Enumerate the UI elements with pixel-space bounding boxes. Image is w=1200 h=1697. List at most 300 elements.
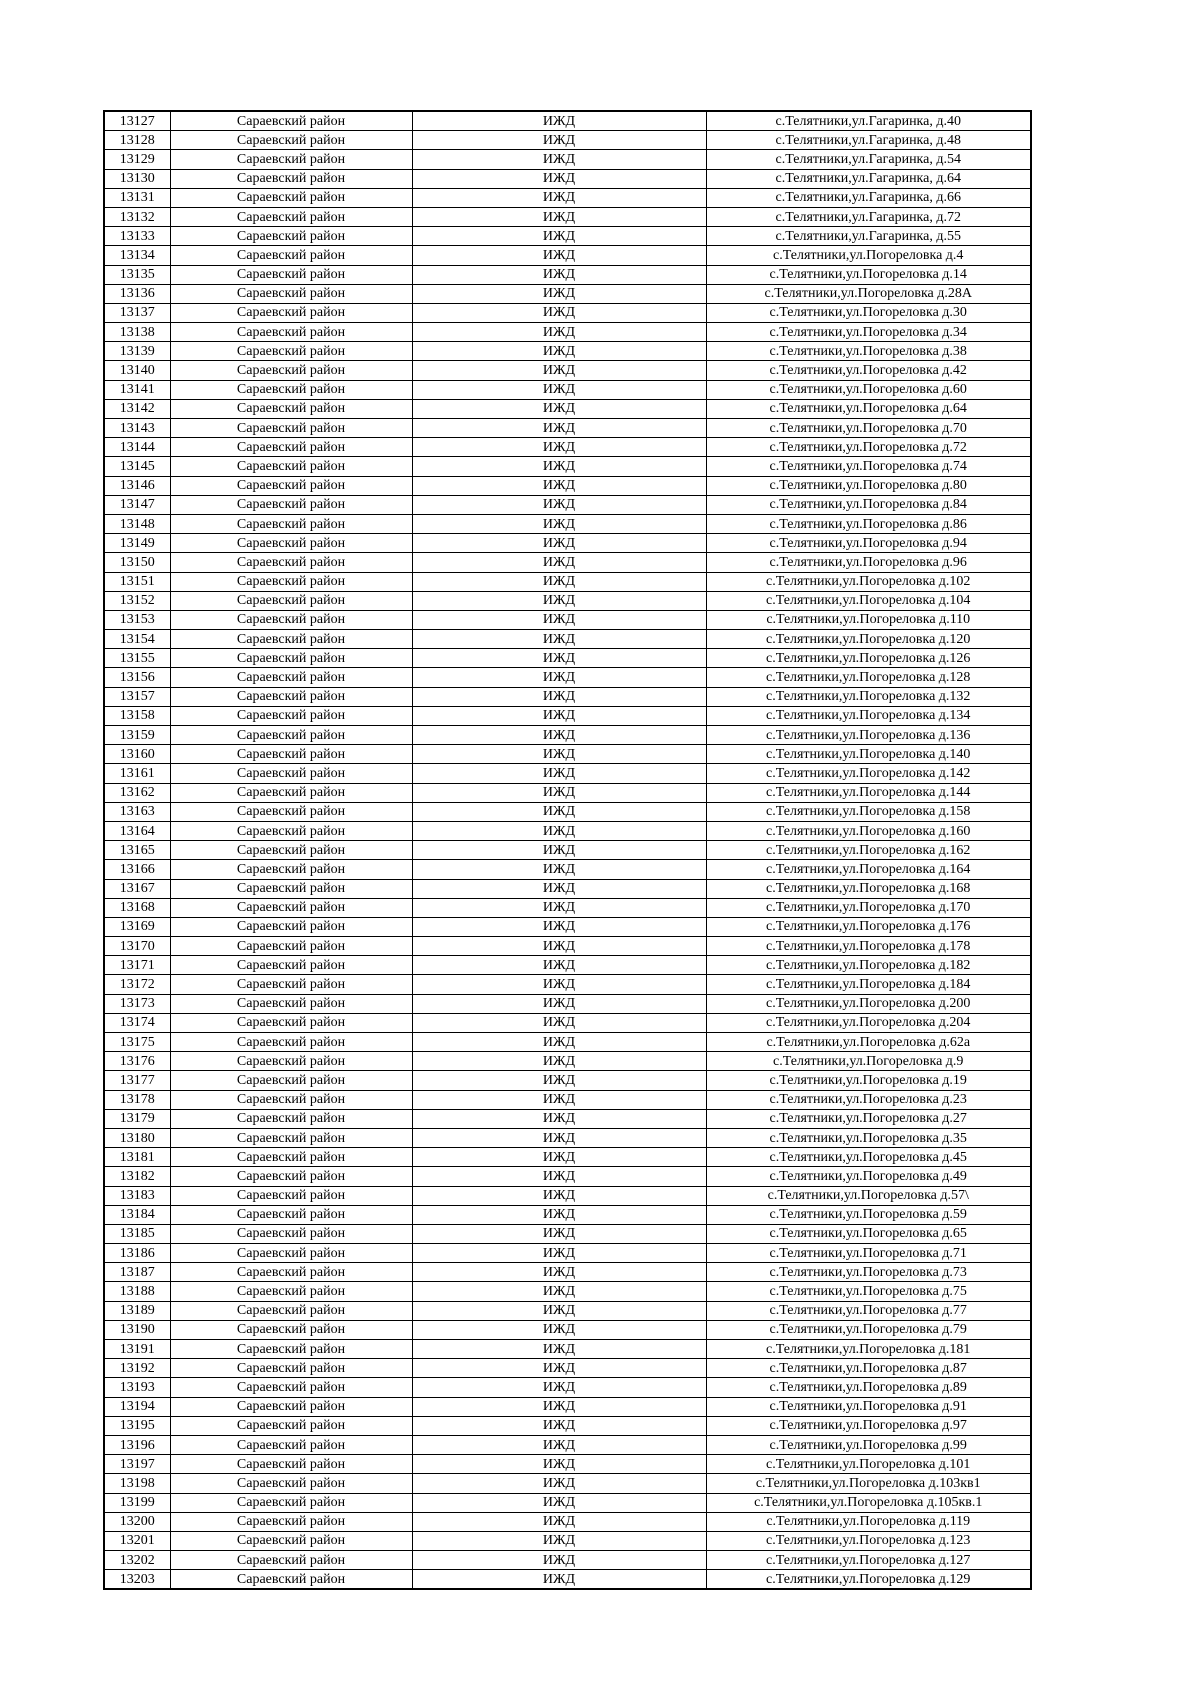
table-row	[104, 169, 1031, 188]
address-cell: с.Телятники,ул.Погореловка д.162	[706, 841, 1031, 860]
record-number-cell: 13180	[104, 1128, 170, 1147]
district-name-cell: Сараевский район	[170, 1493, 412, 1512]
object-type-cell: ИЖД	[412, 1205, 706, 1224]
record-number-cell: 13193	[104, 1378, 170, 1397]
object-type-cell: ИЖД	[412, 917, 706, 936]
table-row	[104, 227, 1031, 246]
record-number-cell: 13203	[104, 1570, 170, 1590]
table-row	[104, 323, 1031, 342]
table-row	[104, 303, 1031, 322]
district-name-cell: Сараевский район	[170, 1013, 412, 1032]
district-name-cell: Сараевский район	[170, 1397, 412, 1416]
address-cell: с.Телятники,ул.Погореловка д.105кв.1	[706, 1493, 1031, 1512]
record-number-cell: 13132	[104, 207, 170, 226]
object-type-cell: ИЖД	[412, 706, 706, 725]
record-number-cell: 13168	[104, 898, 170, 917]
record-number-cell: 13161	[104, 764, 170, 783]
district-name-cell: Сараевский район	[170, 1531, 412, 1550]
district-name-cell: Сараевский район	[170, 361, 412, 380]
object-type-cell: ИЖД	[412, 821, 706, 840]
district-name-cell: Сараевский район	[170, 1205, 412, 1224]
object-type-cell: ИЖД	[412, 1570, 706, 1590]
address-cell: с.Телятники,ул.Погореловка д.96	[706, 553, 1031, 572]
district-name-cell: Сараевский район	[170, 323, 412, 342]
district-name-cell: Сараевский район	[170, 380, 412, 399]
address-cell: с.Телятники,ул.Погореловка д.86	[706, 514, 1031, 533]
district-name-cell: Сараевский район	[170, 1359, 412, 1378]
district-name-cell: Сараевский район	[170, 284, 412, 303]
object-type-cell: ИЖД	[412, 1512, 706, 1531]
table-row	[104, 131, 1031, 150]
address-cell: с.Телятники,ул.Погореловка д.176	[706, 917, 1031, 936]
record-number-cell: 13154	[104, 630, 170, 649]
address-cell: с.Телятники,ул.Погореловка д.120	[706, 630, 1031, 649]
district-name-cell: Сараевский район	[170, 687, 412, 706]
address-cell: с.Телятники,ул.Погореловка д.132	[706, 687, 1031, 706]
district-name-cell: Сараевский район	[170, 764, 412, 783]
district-name-cell: Сараевский район	[170, 726, 412, 745]
address-cell: с.Телятники,ул.Гагаринка, д.48	[706, 131, 1031, 150]
record-number-cell: 13195	[104, 1416, 170, 1435]
object-type-cell: ИЖД	[412, 150, 706, 169]
district-name-cell: Сараевский район	[170, 1551, 412, 1570]
object-type-cell: ИЖД	[412, 303, 706, 322]
object-type-cell: ИЖД	[412, 726, 706, 745]
district-name-cell: Сараевский район	[170, 131, 412, 150]
district-name-cell: Сараевский район	[170, 898, 412, 917]
district-name-cell: Сараевский район	[170, 783, 412, 802]
record-number-cell: 13127	[104, 111, 170, 131]
record-number-cell: 13164	[104, 821, 170, 840]
address-cell: с.Телятники,ул.Погореловка д.94	[706, 534, 1031, 553]
table-row	[104, 1474, 1031, 1493]
record-number-cell: 13201	[104, 1531, 170, 1550]
object-type-cell: ИЖД	[412, 898, 706, 917]
object-type-cell: ИЖД	[412, 380, 706, 399]
address-cell: с.Телятники,ул.Погореловка д.178	[706, 937, 1031, 956]
object-type-cell: ИЖД	[412, 1090, 706, 1109]
table-row	[104, 1301, 1031, 1320]
address-cell: с.Телятники,ул.Погореловка д.49	[706, 1167, 1031, 1186]
district-name-cell: Сараевский район	[170, 265, 412, 284]
record-number-cell: 13142	[104, 399, 170, 418]
table-row	[104, 1493, 1031, 1512]
record-number-cell: 13198	[104, 1474, 170, 1493]
address-cell: с.Телятники,ул.Погореловка д.59	[706, 1205, 1031, 1224]
record-number-cell: 13167	[104, 879, 170, 898]
table-row	[104, 284, 1031, 303]
object-type-cell: ИЖД	[412, 1397, 706, 1416]
district-name-cell: Сараевский район	[170, 1244, 412, 1263]
district-name-cell: Сараевский район	[170, 1071, 412, 1090]
table-row	[104, 457, 1031, 476]
object-type-cell: ИЖД	[412, 476, 706, 495]
table-row	[104, 649, 1031, 668]
address-cell: с.Телятники,ул.Погореловка д.140	[706, 745, 1031, 764]
table-row	[104, 1109, 1031, 1128]
object-type-cell: ИЖД	[412, 745, 706, 764]
record-number-cell: 13175	[104, 1033, 170, 1052]
object-type-cell: ИЖД	[412, 495, 706, 514]
object-type-cell: ИЖД	[412, 610, 706, 629]
address-cell: с.Телятники,ул.Погореловка д.79	[706, 1320, 1031, 1339]
district-name-cell: Сараевский район	[170, 841, 412, 860]
table-row	[104, 1033, 1031, 1052]
record-number-cell: 13152	[104, 591, 170, 610]
table-row	[104, 1224, 1031, 1243]
address-cell: с.Телятники,ул.Погореловка д.27	[706, 1109, 1031, 1128]
object-type-cell: ИЖД	[412, 169, 706, 188]
district-name-cell: Сараевский район	[170, 860, 412, 879]
district-name-cell: Сараевский район	[170, 1186, 412, 1205]
address-cell: с.Телятники,ул.Погореловка д.129	[706, 1570, 1031, 1590]
address-cell: с.Телятники,ул.Погореловка д.134	[706, 706, 1031, 725]
table-row	[104, 937, 1031, 956]
address-cell: с.Телятники,ул.Погореловка д.181	[706, 1340, 1031, 1359]
object-type-cell: ИЖД	[412, 1320, 706, 1339]
address-cell: с.Телятники,ул.Погореловка д.182	[706, 956, 1031, 975]
object-type-cell: ИЖД	[412, 975, 706, 994]
address-cell: с.Телятники,ул.Погореловка д.9	[706, 1052, 1031, 1071]
address-cell: с.Телятники,ул.Гагаринка, д.55	[706, 227, 1031, 246]
address-cell: с.Телятники,ул.Погореловка д.84	[706, 495, 1031, 514]
address-cell: с.Телятники,ул.Погореловка д.119	[706, 1512, 1031, 1531]
district-name-cell: Сараевский район	[170, 457, 412, 476]
object-type-cell: ИЖД	[412, 1033, 706, 1052]
address-cell: с.Телятники,ул.Гагаринка, д.64	[706, 169, 1031, 188]
object-type-cell: ИЖД	[412, 860, 706, 879]
address-cell: с.Телятники,ул.Погореловка д.77	[706, 1301, 1031, 1320]
object-type-cell: ИЖД	[412, 1244, 706, 1263]
record-number-cell: 13200	[104, 1512, 170, 1531]
record-number-cell: 13143	[104, 419, 170, 438]
district-name-cell: Сараевский район	[170, 572, 412, 591]
table-row	[104, 1435, 1031, 1454]
address-cell: с.Телятники,ул.Погореловка д.164	[706, 860, 1031, 879]
address-cell: с.Телятники,ул.Погореловка д.35	[706, 1128, 1031, 1147]
record-number-cell: 13160	[104, 745, 170, 764]
record-number-cell: 13179	[104, 1109, 170, 1128]
district-name-cell: Сараевский район	[170, 745, 412, 764]
table-row	[104, 1416, 1031, 1435]
table-row	[104, 399, 1031, 418]
record-number-cell: 13188	[104, 1282, 170, 1301]
table-row	[104, 1071, 1031, 1090]
address-cell: с.Телятники,ул.Погореловка д.42	[706, 361, 1031, 380]
object-type-cell: ИЖД	[412, 1167, 706, 1186]
object-type-cell: ИЖД	[412, 1455, 706, 1474]
district-name-cell: Сараевский район	[170, 495, 412, 514]
table-row	[104, 1320, 1031, 1339]
object-type-cell: ИЖД	[412, 1128, 706, 1147]
object-type-cell: ИЖД	[412, 1109, 706, 1128]
address-cell: с.Телятники,ул.Погореловка д.30	[706, 303, 1031, 322]
table-row	[104, 783, 1031, 802]
object-type-cell: ИЖД	[412, 534, 706, 553]
object-type-cell: ИЖД	[412, 514, 706, 533]
district-name-cell: Сараевский район	[170, 649, 412, 668]
table-row	[104, 1455, 1031, 1474]
address-cell: с.Телятники,ул.Погореловка д.128	[706, 668, 1031, 687]
record-number-cell: 13147	[104, 495, 170, 514]
table-row	[104, 841, 1031, 860]
record-number-cell: 13197	[104, 1455, 170, 1474]
address-cell: с.Телятники,ул.Погореловка д.23	[706, 1090, 1031, 1109]
district-name-cell: Сараевский район	[170, 1148, 412, 1167]
district-name-cell: Сараевский район	[170, 1340, 412, 1359]
address-cell: с.Телятники,ул.Погореловка д.136	[706, 726, 1031, 745]
record-number-cell: 13177	[104, 1071, 170, 1090]
object-type-cell: ИЖД	[412, 1493, 706, 1512]
object-type-cell: ИЖД	[412, 687, 706, 706]
district-name-cell: Сараевский район	[170, 207, 412, 226]
address-cell: с.Телятники,ул.Погореловка д.123	[706, 1531, 1031, 1550]
district-name-cell: Сараевский район	[170, 342, 412, 361]
record-number-cell: 13174	[104, 1013, 170, 1032]
record-number-cell: 13162	[104, 783, 170, 802]
district-name-cell: Сараевский район	[170, 1263, 412, 1282]
record-number-cell: 13150	[104, 553, 170, 572]
record-number-cell: 13139	[104, 342, 170, 361]
address-cell: с.Телятники,ул.Погореловка д.103кв1	[706, 1474, 1031, 1493]
address-cell: с.Телятники,ул.Погореловка д.19	[706, 1071, 1031, 1090]
table-row	[104, 1531, 1031, 1550]
district-name-cell: Сараевский район	[170, 1320, 412, 1339]
address-cell: с.Телятники,ул.Погореловка д.14	[706, 265, 1031, 284]
district-name-cell: Сараевский район	[170, 1052, 412, 1071]
object-type-cell: ИЖД	[412, 649, 706, 668]
district-name-cell: Сараевский район	[170, 821, 412, 840]
object-type-cell: ИЖД	[412, 419, 706, 438]
record-number-cell: 13134	[104, 246, 170, 265]
table-row	[104, 1186, 1031, 1205]
address-cell: с.Телятники,ул.Погореловка д.101	[706, 1455, 1031, 1474]
district-name-cell: Сараевский район	[170, 438, 412, 457]
district-name-cell: Сараевский район	[170, 1455, 412, 1474]
district-name-cell: Сараевский район	[170, 514, 412, 533]
object-type-cell: ИЖД	[412, 1186, 706, 1205]
table-row	[104, 879, 1031, 898]
district-name-cell: Сараевский район	[170, 1570, 412, 1590]
record-number-cell: 13178	[104, 1090, 170, 1109]
address-cell: с.Телятники,ул.Погореловка д.158	[706, 802, 1031, 821]
district-name-cell: Сараевский район	[170, 879, 412, 898]
table-row	[104, 1378, 1031, 1397]
table-row	[104, 1359, 1031, 1378]
table-row	[104, 591, 1031, 610]
record-number-cell: 13155	[104, 649, 170, 668]
table-row	[104, 1244, 1031, 1263]
record-number-cell: 13148	[104, 514, 170, 533]
address-cell: с.Телятники,ул.Погореловка д.99	[706, 1435, 1031, 1454]
record-number-cell: 13157	[104, 687, 170, 706]
object-type-cell: ИЖД	[412, 956, 706, 975]
object-type-cell: ИЖД	[412, 591, 706, 610]
table-row	[104, 764, 1031, 783]
address-cell: с.Телятники,ул.Погореловка д.4	[706, 246, 1031, 265]
object-type-cell: ИЖД	[412, 399, 706, 418]
record-number-cell: 13185	[104, 1224, 170, 1243]
district-name-cell: Сараевский район	[170, 227, 412, 246]
district-name-cell: Сараевский район	[170, 1167, 412, 1186]
object-type-cell: ИЖД	[412, 764, 706, 783]
object-type-cell: ИЖД	[412, 1263, 706, 1282]
address-cell: с.Телятники,ул.Погореловка д.170	[706, 898, 1031, 917]
object-type-cell: ИЖД	[412, 361, 706, 380]
district-name-cell: Сараевский район	[170, 994, 412, 1013]
table-row	[104, 534, 1031, 553]
record-number-cell: 13186	[104, 1244, 170, 1263]
table-row	[104, 1148, 1031, 1167]
table-row	[104, 1090, 1031, 1109]
district-name-cell: Сараевский район	[170, 1378, 412, 1397]
object-type-cell: ИЖД	[412, 1474, 706, 1493]
object-type-cell: ИЖД	[412, 1416, 706, 1435]
district-name-cell: Сараевский район	[170, 668, 412, 687]
registry-table-body	[104, 111, 1031, 1589]
table-row	[104, 1167, 1031, 1186]
address-cell: с.Телятники,ул.Погореловка д.87	[706, 1359, 1031, 1378]
address-cell: с.Телятники,ул.Погореловка д.38	[706, 342, 1031, 361]
object-type-cell: ИЖД	[412, 1378, 706, 1397]
table-row	[104, 726, 1031, 745]
table-row	[104, 687, 1031, 706]
address-cell: с.Телятники,ул.Погореловка д.110	[706, 610, 1031, 629]
record-number-cell: 13187	[104, 1263, 170, 1282]
table-row	[104, 476, 1031, 495]
record-number-cell: 13165	[104, 841, 170, 860]
record-number-cell: 13151	[104, 572, 170, 591]
table-row	[104, 1263, 1031, 1282]
record-number-cell: 13140	[104, 361, 170, 380]
object-type-cell: ИЖД	[412, 1435, 706, 1454]
object-type-cell: ИЖД	[412, 1551, 706, 1570]
district-name-cell: Сараевский район	[170, 630, 412, 649]
object-type-cell: ИЖД	[412, 1340, 706, 1359]
district-name-cell: Сараевский район	[170, 246, 412, 265]
district-name-cell: Сараевский район	[170, 419, 412, 438]
table-row	[104, 572, 1031, 591]
address-cell: с.Телятники,ул.Погореловка д.28А	[706, 284, 1031, 303]
object-type-cell: ИЖД	[412, 1071, 706, 1090]
district-name-cell: Сараевский район	[170, 1033, 412, 1052]
table-row	[104, 514, 1031, 533]
record-number-cell: 13166	[104, 860, 170, 879]
table-row	[104, 630, 1031, 649]
district-name-cell: Сараевский район	[170, 534, 412, 553]
record-number-cell: 13138	[104, 323, 170, 342]
record-number-cell: 13176	[104, 1052, 170, 1071]
address-cell: с.Телятники,ул.Погореловка д.160	[706, 821, 1031, 840]
address-cell: с.Телятники,ул.Погореловка д.142	[706, 764, 1031, 783]
object-type-cell: ИЖД	[412, 207, 706, 226]
table-row	[104, 1052, 1031, 1071]
record-number-cell: 13159	[104, 726, 170, 745]
object-type-cell: ИЖД	[412, 188, 706, 207]
address-cell: с.Телятники,ул.Погореловка д.45	[706, 1148, 1031, 1167]
record-number-cell: 13158	[104, 706, 170, 725]
address-cell: с.Телятники,ул.Погореловка д.73	[706, 1263, 1031, 1282]
object-type-cell: ИЖД	[412, 131, 706, 150]
record-number-cell: 13149	[104, 534, 170, 553]
table-row	[104, 975, 1031, 994]
record-number-cell: 13146	[104, 476, 170, 495]
record-number-cell: 13194	[104, 1397, 170, 1416]
record-number-cell: 13130	[104, 169, 170, 188]
table-row	[104, 1551, 1031, 1570]
district-name-cell: Сараевский район	[170, 1416, 412, 1435]
table-row	[104, 265, 1031, 284]
object-type-cell: ИЖД	[412, 284, 706, 303]
table-row	[104, 745, 1031, 764]
address-cell: с.Телятники,ул.Погореловка д.184	[706, 975, 1031, 994]
object-type-cell: ИЖД	[412, 879, 706, 898]
record-number-cell: 13163	[104, 802, 170, 821]
record-number-cell: 13196	[104, 1435, 170, 1454]
object-type-cell: ИЖД	[412, 246, 706, 265]
object-type-cell: ИЖД	[412, 342, 706, 361]
district-name-cell: Сараевский район	[170, 917, 412, 936]
address-cell: с.Телятники,ул.Гагаринка, д.40	[706, 111, 1031, 131]
record-number-cell: 13189	[104, 1301, 170, 1320]
address-cell: с.Телятники,ул.Погореловка д.65	[706, 1224, 1031, 1243]
district-name-cell: Сараевский район	[170, 937, 412, 956]
address-cell: с.Телятники,ул.Погореловка д.74	[706, 457, 1031, 476]
address-cell: с.Телятники,ул.Погореловка д.80	[706, 476, 1031, 495]
district-name-cell: Сараевский район	[170, 1224, 412, 1243]
record-number-cell: 13129	[104, 150, 170, 169]
record-number-cell: 13156	[104, 668, 170, 687]
object-type-cell: ИЖД	[412, 438, 706, 457]
district-name-cell: Сараевский район	[170, 399, 412, 418]
address-cell: с.Телятники,ул.Погореловка д.104	[706, 591, 1031, 610]
district-name-cell: Сараевский район	[170, 1301, 412, 1320]
table-row	[104, 188, 1031, 207]
record-number-cell: 13171	[104, 956, 170, 975]
table-row	[104, 802, 1031, 821]
object-type-cell: ИЖД	[412, 1224, 706, 1243]
district-name-cell: Сараевский район	[170, 553, 412, 572]
address-cell: с.Телятники,ул.Гагаринка, д.66	[706, 188, 1031, 207]
district-name-cell: Сараевский район	[170, 956, 412, 975]
record-number-cell: 13169	[104, 917, 170, 936]
object-type-cell: ИЖД	[412, 572, 706, 591]
object-type-cell: ИЖД	[412, 1013, 706, 1032]
address-cell: с.Телятники,ул.Погореловка д.75	[706, 1282, 1031, 1301]
table-row	[104, 1512, 1031, 1531]
table-row	[104, 1128, 1031, 1147]
address-cell: с.Телятники,ул.Погореловка д.60	[706, 380, 1031, 399]
record-number-cell: 13137	[104, 303, 170, 322]
address-cell: с.Телятники,ул.Гагаринка, д.54	[706, 150, 1031, 169]
table-row	[104, 380, 1031, 399]
object-type-cell: ИЖД	[412, 841, 706, 860]
record-number-cell: 13191	[104, 1340, 170, 1359]
address-cell: с.Телятники,ул.Погореловка д.168	[706, 879, 1031, 898]
district-name-cell: Сараевский район	[170, 188, 412, 207]
record-number-cell: 13172	[104, 975, 170, 994]
district-name-cell: Сараевский район	[170, 610, 412, 629]
object-type-cell: ИЖД	[412, 630, 706, 649]
record-number-cell: 13133	[104, 227, 170, 246]
district-name-cell: Сараевский район	[170, 1090, 412, 1109]
record-number-cell: 13184	[104, 1205, 170, 1224]
district-name-cell: Сараевский район	[170, 1512, 412, 1531]
table-row	[104, 1205, 1031, 1224]
object-type-cell: ИЖД	[412, 1359, 706, 1378]
district-name-cell: Сараевский район	[170, 975, 412, 994]
object-type-cell: ИЖД	[412, 227, 706, 246]
